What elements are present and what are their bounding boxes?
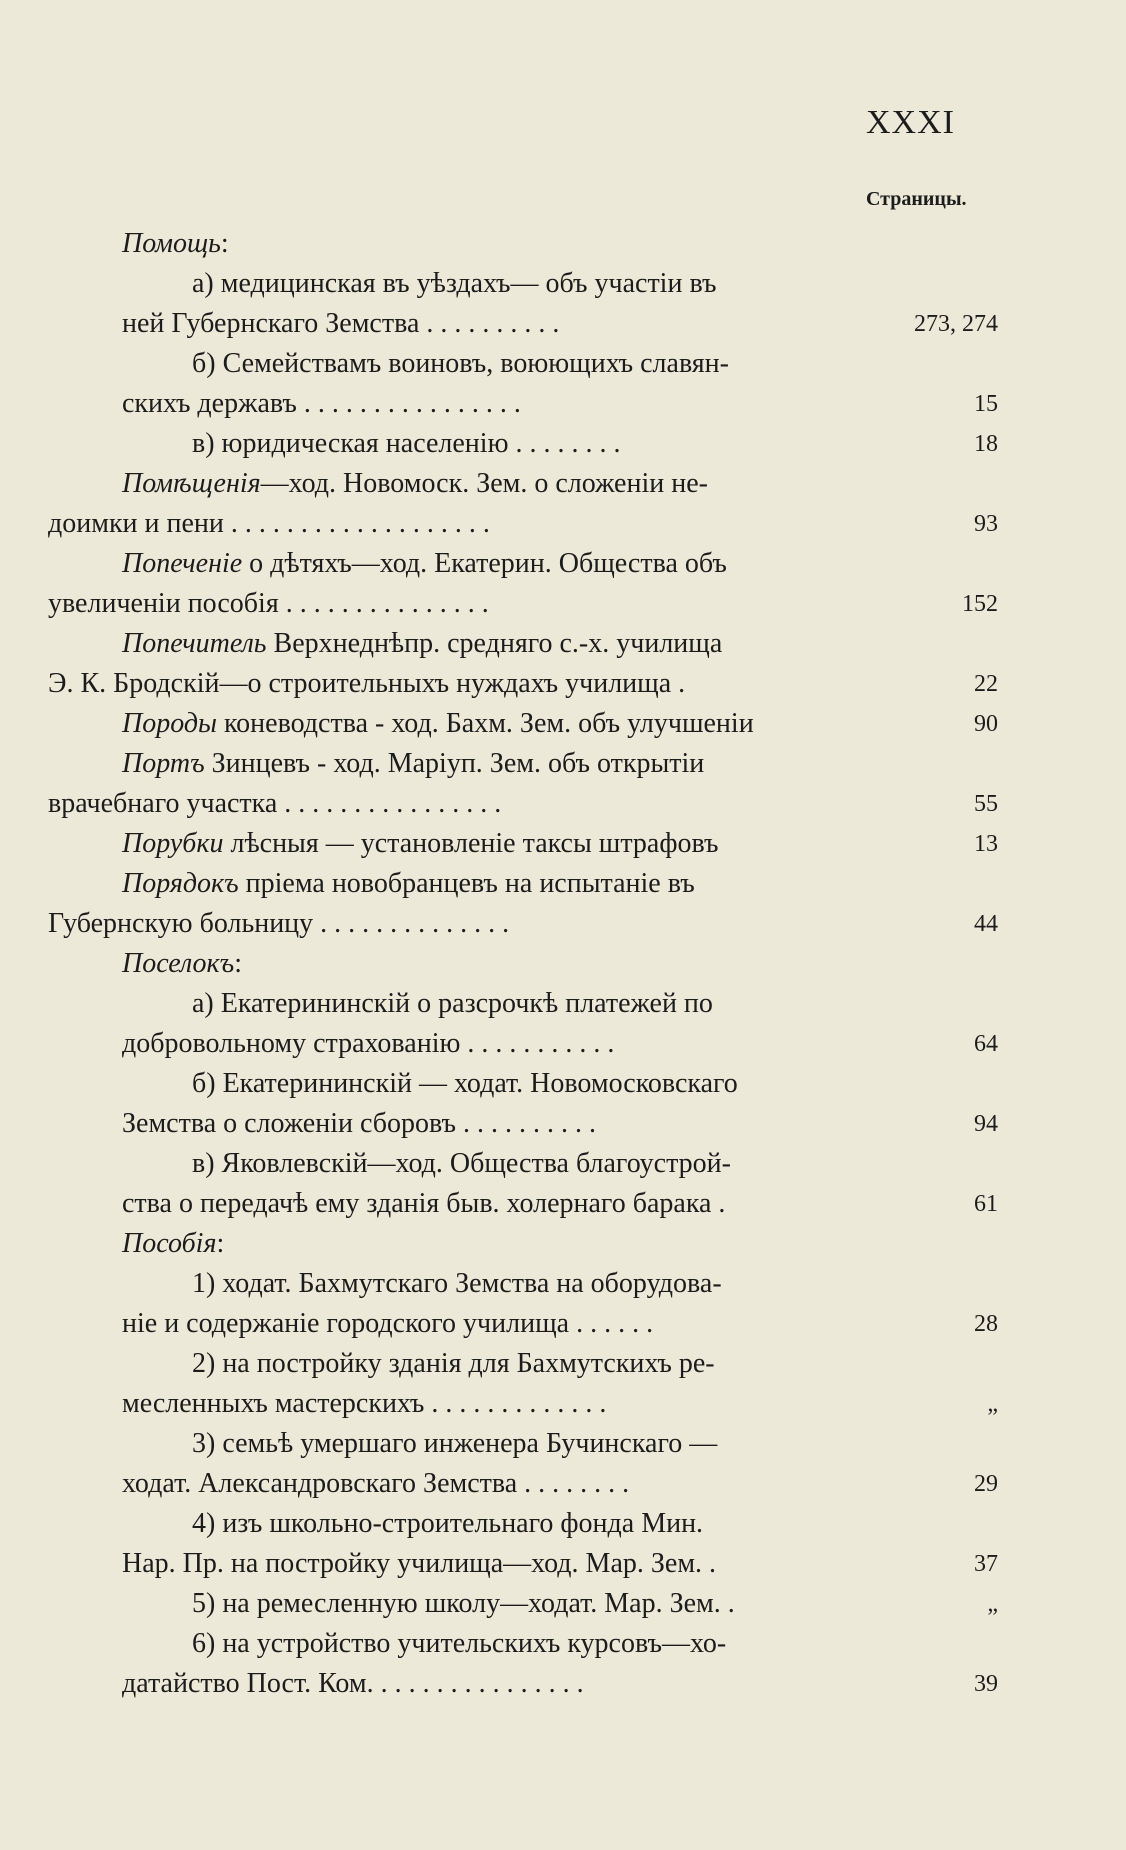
page-reference: 61 [974, 1191, 998, 1217]
entry-text: Зинцевъ - ход. Маріуп. Зем. объ открытіи [204, 748, 705, 779]
index-line [192, 1264, 722, 1304]
entry-text: месленныхъ мастерскихъ . . . . . . . . . . . . . [122, 1388, 607, 1419]
index-line [122, 744, 704, 784]
index-line [192, 1624, 726, 1664]
entry-text: добровольному страхованію . . . . . . . . . . . [122, 1028, 615, 1059]
page-reference: 44 [974, 911, 998, 937]
entry-heading: Порубки [122, 828, 224, 859]
entry-text: доимки и пени . . . . . . . . . . . . . . . . . . . [48, 508, 490, 539]
index-line [122, 1664, 584, 1704]
index-line [122, 1304, 653, 1344]
entry-text: пріема новобранцевъ на испытаніе въ [238, 868, 695, 899]
index-line [122, 1544, 716, 1584]
index-line [122, 864, 695, 904]
entry-text: о дѣтяхъ—ход. Екатерин. Общества объ [242, 548, 727, 579]
entry-text: Верхнеднѣпр. средняго с.-х. училища [266, 628, 723, 659]
page-number: XXXI [866, 104, 955, 141]
index-line [192, 344, 729, 384]
index-line [192, 1064, 738, 1104]
entry-text: в) юридическая населенію . . . . . . . . [192, 428, 621, 459]
entry-text: увеличеніи пособія . . . . . . . . . . . . . . . [48, 588, 489, 619]
index-line [122, 824, 718, 864]
entry-text: в) Яковлевскій—ход. Общества благоустрой- [192, 1148, 731, 1179]
index-line [122, 544, 727, 584]
entry-text: ніе и содержаніе городского училища . . . . . . [122, 1308, 654, 1339]
index-line [192, 1424, 717, 1464]
index-line [192, 1344, 715, 1384]
page-reference: 29 [974, 1471, 998, 1497]
entry-text: ней Губернскаго Земства . . . . . . . . . . [122, 308, 560, 339]
page-reference: 37 [974, 1551, 998, 1577]
index-line [192, 1144, 731, 1184]
page-reference: 18 [974, 431, 998, 457]
page-reference: 15 [974, 391, 998, 417]
entry-text: 4) изъ школьно-строительнаго фонда Мин. [192, 1508, 704, 1539]
index-line [122, 1224, 224, 1264]
entry-text: 5) на ремесленную школу—ходат. Мар. Зем. . [192, 1588, 735, 1619]
entry-text: ства о передачѣ ему зданія быв. холернаго барака . [122, 1188, 726, 1219]
entry-text: врачебнаго участка . . . . . . . . . . . . . . . . [48, 788, 502, 819]
entry-text: лѣсныя — установленіе таксы штрафовъ [223, 828, 719, 859]
entry-text: б) Екатерининскій — ходат. Новомосковскаго [192, 1068, 738, 1099]
entry-heading: Породы [122, 708, 217, 739]
entry-text: 3) семьѣ умершаго инженера Бучинскаго — [192, 1428, 718, 1459]
index-line [122, 224, 229, 264]
index-line [122, 464, 708, 504]
entry-text: а) медицинская въ уѣздахъ— объ участіи въ [192, 268, 717, 299]
entry-heading: Помощь [122, 228, 221, 259]
entry-text: Земства о сложеніи сборовъ . . . . . . . . . . [122, 1108, 596, 1139]
entry-heading: Портъ [122, 748, 205, 779]
page-reference: 94 [974, 1111, 998, 1137]
index-line [122, 624, 722, 664]
entry-heading: Попечитель [122, 628, 267, 659]
index-line [48, 584, 489, 624]
page-reference: 152 [962, 591, 998, 617]
index-line [192, 984, 713, 1024]
index-line [192, 264, 716, 304]
index-line [48, 504, 490, 544]
index-line [122, 1184, 725, 1224]
entry-text: : [216, 1228, 225, 1259]
entry-text: 2) на постройку зданія для Бахмутскихъ ре- [192, 1348, 715, 1379]
entry-text: —ход. Новомоск. Зем. о сложеніи не- [260, 468, 708, 499]
index-line [48, 664, 685, 704]
entry-text: б) Семействамъ воиновъ, воюющихъ славян- [192, 348, 729, 379]
index-line [48, 904, 509, 944]
page-reference: 90 [974, 711, 998, 737]
page-reference: 13 [974, 831, 998, 857]
index-line [48, 784, 501, 824]
entry-text: Губернскую больницу . . . . . . . . . . . . . . [48, 908, 510, 939]
entry-text: скихъ державъ . . . . . . . . . . . . . . . . [122, 388, 521, 419]
entry-text: коневодства - ход. Бахм. Зем. объ улучшеніи [216, 708, 754, 739]
entry-text: датайство Пост. Ком. . . . . . . . . . . . . . . . [122, 1668, 584, 1699]
entry-text: : [220, 228, 229, 259]
entry-text: 1) ходат. Бахмутскаго Земства на оборудова- [192, 1268, 722, 1299]
index-line [122, 1464, 629, 1504]
entry-heading: Порядокъ [122, 868, 239, 899]
page-reference: 64 [974, 1031, 998, 1057]
index-line [122, 1104, 596, 1144]
page-reference: 55 [974, 791, 998, 817]
entry-text: Нар. Пр. на постройку училища—ход. Мар. Зем. . [122, 1548, 717, 1579]
index-line [122, 1024, 614, 1064]
page-reference: 22 [974, 671, 998, 697]
index-line [122, 304, 559, 344]
page-reference: 28 [974, 1311, 998, 1337]
entry-heading: Попеченіе [122, 548, 243, 579]
entry-text: а) Екатерининскій о разсрочкѣ платежей по [192, 988, 713, 1019]
entry-text: ходат. Александровскаго Земства . . . . . . . . [122, 1468, 630, 1499]
index-line [122, 384, 521, 424]
page-reference: 93 [974, 511, 998, 537]
index-line [192, 424, 621, 464]
entry-heading: Пособія [122, 1228, 217, 1259]
index-line [122, 1384, 606, 1424]
index-line [192, 1504, 703, 1544]
entry-heading: Поселокъ [122, 948, 235, 979]
page-reference: „ [987, 1391, 998, 1417]
entry-heading: Помѣщенія [122, 468, 261, 499]
page-reference: 273, 274 [914, 311, 998, 337]
entry-text: : [234, 948, 242, 979]
page-reference: „ [987, 1591, 998, 1617]
pages-column-label: Страницы. [866, 188, 967, 210]
entry-text: Э. К. Бродскій—о строительныхъ нуждахъ училища . [48, 668, 686, 699]
index-line [122, 704, 754, 744]
entry-text: 6) на устройство учительскихъ курсовъ—хо- [192, 1628, 727, 1659]
page-reference: 39 [974, 1671, 998, 1697]
index-line [122, 944, 242, 984]
index-line [192, 1584, 735, 1624]
